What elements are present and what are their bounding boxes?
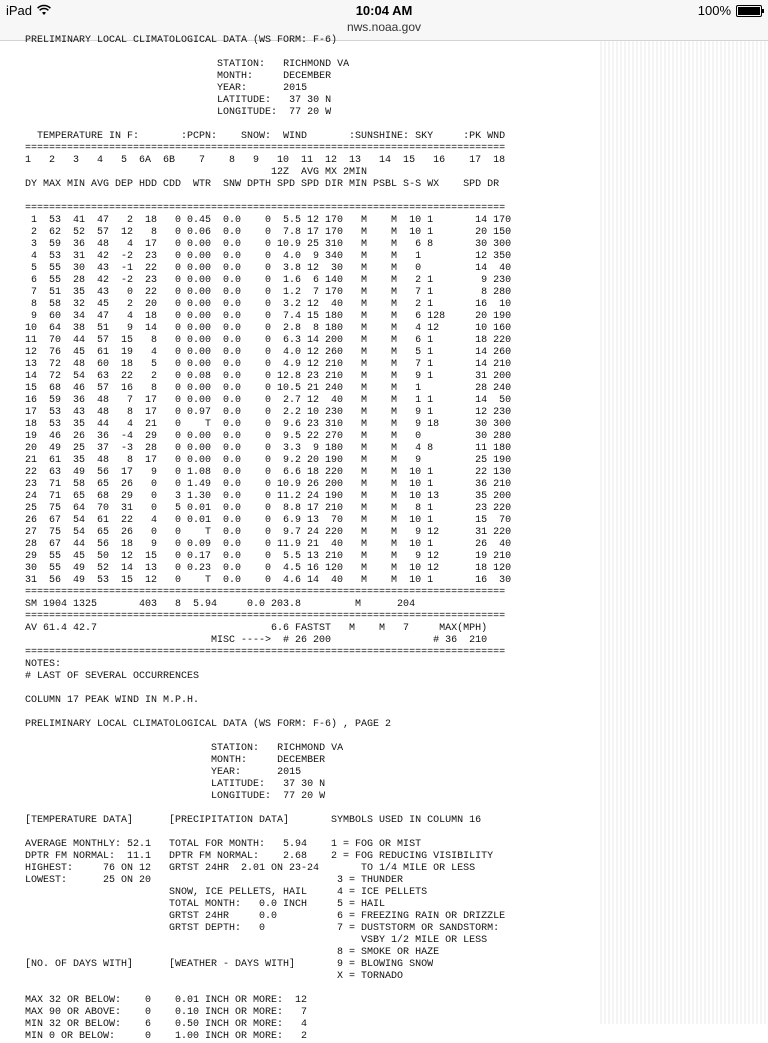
summary-line: TOTAL MONTH: 0.0 INCH 5 = HAIL (25, 899, 386, 910)
day-row: 1 53 41 47 2 18 0 0.45 0.0 0 5.5 12 170 M M 10 1 14 170 (25, 215, 512, 226)
day-row: 25 75 64 70 31 0 5 0.01 0.0 0 8.8 17 210 M M 8 1 23 220 (25, 503, 512, 514)
summary-line: MIN 32 OR BELOW: 6 0.50 INCH OR MORE: 4 (25, 1019, 308, 1030)
day-row: 22 63 49 56 17 9 0 1.08 0.0 0 6.6 18 220 M M 10 1 22 130 (25, 467, 512, 478)
average-row: AV 61.4 42.7 6.6 FASTST M M 7 MAX(MPH) (25, 623, 488, 634)
day-row: 21 61 35 48 8 17 0 0.00 0.0 0 9.2 20 190 M M 9 25 190 (25, 455, 512, 466)
note-peak-wind: COLUMN 17 PEAK WIND IN M.P.H. (25, 695, 200, 706)
day-row: 27 75 54 65 26 0 0 T 0.0 0 9.7 24 220 M M 9 12 31 220 (25, 527, 512, 538)
summary-line: GRTST DEPTH: 0 7 = DUSTSTORM OR SANDSTORM: (25, 923, 500, 934)
summary-line: MAX 32 OR BELOW: 0 0.01 INCH OR MORE: 12 (25, 995, 308, 1006)
section-headings: [TEMPERATURE DATA] [PRECIPITATION DATA] SYMBOLS USED IN COLUMN 16 (25, 815, 482, 826)
day-row: 4 53 31 42 -2 23 0 0.00 0.0 0 4.0 9 340 M M 1 12 350 (25, 251, 512, 262)
notes-label: NOTES: (25, 659, 62, 670)
rule: ================================================================================ (25, 647, 506, 658)
summary-line: X = TORNADO (25, 971, 404, 982)
day-row: 31 56 49 53 15 12 0 T 0.0 0 4.6 14 40 M M 10 1 16 30 (25, 575, 512, 586)
report-title-cut: PRELIMINARY LOCAL CLIMATOLOGICAL DATA (WS FORM: F-6) (25, 35, 338, 46)
station-block-page2: STATION: RICHMOND VA MONTH: DECEMBER YEAR: 2015 LATITUDE: 37 30 N LONGITUDE: 77 20 W (211, 743, 344, 802)
day-row: 7 51 35 43 0 22 0 0.00 0.0 0 1.2 7 170 M M 7 1 8 280 (25, 287, 512, 298)
day-row: 30 55 49 52 14 13 0 0.23 0.0 0 4.5 16 120 M M 10 12 18 120 (25, 563, 512, 574)
note-last-occurrences: # LAST OF SEVERAL OCCURRENCES (25, 671, 200, 682)
day-row: 28 67 44 56 18 9 0 0.09 0.0 0 11.9 21 40 M M 10 1 26 40 (25, 539, 512, 550)
day-row: 23 71 58 65 26 0 0 1.49 0.0 0 10.9 26 200 M M 10 1 36 210 (25, 479, 512, 490)
page-gutter (598, 41, 768, 1024)
page-content (0, 35, 768, 1042)
status-right (698, 3, 762, 18)
sum-row: SM 1904 1325 403 8 5.94 0.0 203.8 M 204 (25, 599, 416, 610)
day-row: 16 59 36 48 7 17 0 0.00 0.0 0 2.7 12 40 M M 1 1 14 50 (25, 395, 512, 406)
rule: ================================================================================ (25, 203, 506, 214)
day-row: 3 59 36 48 4 17 0 0.00 0.0 0 10.9 25 310 M M 6 8 30 300 (25, 239, 512, 250)
clock: 10:04 AM (355, 3, 413, 18)
battery-percent: 100% (697, 3, 731, 18)
summary-line: VSBY 1/2 MILE OR LESS (25, 935, 488, 946)
day-row: 17 53 43 48 8 17 0 0.97 0.0 0 2.2 10 230 M M 9 1 12 230 (25, 407, 512, 418)
misc-row: MISC ----> # 26 200 # 36 210 (25, 635, 488, 646)
day-row: 5 55 30 43 -1 22 0 0.00 0.0 0 3.8 12 30 M M 0 14 40 (25, 263, 512, 274)
daily-rows (25, 215, 511, 586)
day-row: 15 68 46 57 16 8 0 0.00 0.0 0 10.5 21 240 M M 1 28 240 (25, 383, 512, 394)
day-row: 12 76 45 61 19 4 0 0.00 0.0 0 4.0 12 260 M M 5 1 14 260 (25, 347, 512, 358)
summary-line: DPTR FM NORMAL: 11.1 DPTR FM NORMAL: 2.68 2 = FOG REDUCING VISIBILITY (25, 851, 494, 862)
column-numbers: 1 2 3 4 5 6A 6B 7 8 9 10 11 12 13 14 15 16 17 18 (25, 155, 506, 166)
battery-icon (736, 5, 762, 17)
day-row: 9 60 34 47 4 18 0 0.00 0.0 0 7.4 15 180 M M 6 128 20 190 (25, 311, 512, 322)
summary-line: MAX 90 OR ABOVE: 0 0.10 INCH OR MORE: 7 (25, 1007, 308, 1018)
summary-line: HIGHEST: 76 ON 12 GRTST 24HR 2.01 ON 23-24 TO 1/4 MILE OR LESS (25, 863, 476, 874)
summary-line: MIN 0 OR BELOW: 0 1.00 INCH OR MORE: 2 (25, 1031, 308, 1042)
summary-line: AVERAGE MONTHLY: 52.1 TOTAL FOR MONTH: 5.94 1 = FOG OR MIST (25, 839, 422, 850)
day-row: 6 55 28 42 -2 23 0 0.00 0.0 0 1.6 6 140 M M 2 1 9 230 (25, 275, 512, 286)
rule: ================================================================================ (25, 143, 506, 154)
day-row: 8 58 32 45 2 20 0 0.00 0.0 0 3.2 12 40 M M 2 1 16 10 (25, 299, 512, 310)
summary-line: 8 = SMOKE OR HAZE (25, 947, 440, 958)
summary-line: LOWEST: 25 ON 20 3 = THUNDER (25, 875, 404, 886)
summary-line: GRTST 24HR 0.0 6 = FREEZING RAIN OR DRIZZLE (25, 911, 506, 922)
day-row: 2 62 52 57 12 8 0 0.06 0.0 0 7.8 17 170 M M 10 1 20 150 (25, 227, 512, 238)
page2-title: PRELIMINARY LOCAL CLIMATOLOGICAL DATA (WS FORM: F-6) , PAGE 2 (25, 719, 392, 730)
day-row: 19 46 26 36 -4 29 0 0.00 0.0 0 9.5 22 270 M M 0 30 280 (25, 431, 512, 442)
url-text[interactable]: nws.noaa.gov (346, 20, 422, 34)
column-names: DY MAX MIN AVG DEP HDD CDD WTR SNW DPTH SPD SPD DIR MIN PSBL S-S WX SPD DR (25, 179, 500, 190)
day-row: 29 55 45 50 12 15 0 0.17 0.0 0 5.5 13 210 M M 9 12 19 210 (25, 551, 512, 562)
group-header: TEMPERATURE IN F: :PCPN: SNOW: WIND :SUNSHINE: SKY :PK WND (25, 131, 506, 142)
status-bar (0, 0, 768, 20)
summary-line: [NO. OF DAYS WITH] [WEATHER - DAYS WITH] 9 = BLOWING SNOW (25, 959, 434, 970)
device-name: iPad (6, 3, 33, 18)
rule: ================================================================================ (25, 611, 506, 622)
f6-report (25, 35, 511, 1043)
column-subheader: 12Z AVG MX 2MIN (25, 167, 368, 178)
day-row: 10 64 38 51 9 14 0 0.00 0.0 0 2.8 8 180 M M 4 12 10 160 (25, 323, 512, 334)
day-row: 24 71 65 68 29 0 3 1.30 0.0 0 11.2 24 190 M M 10 13 35 200 (25, 491, 512, 502)
day-row: 14 72 54 63 22 2 0 0.08 0.0 0 12.8 23 210 M M 9 1 31 200 (25, 371, 512, 382)
day-row: 18 53 35 44 4 21 0 T 0.0 0 9.6 23 310 M M 9 18 30 300 (25, 419, 512, 430)
day-row: 26 67 54 61 22 4 0 0.01 0.0 0 6.9 13 70 M M 10 1 15 70 (25, 515, 512, 526)
station-block: STATION: RICHMOND VA MONTH: DECEMBER YEAR: 2015 LATITUDE: 37 30 N LONGITUDE: 77 20 W (217, 59, 350, 118)
rule: ================================================================================ (25, 587, 506, 598)
summary-lines (25, 839, 505, 1042)
day-row: 11 70 44 57 15 8 0 0.00 0.0 0 6.3 14 200 M M 6 1 18 220 (25, 335, 512, 346)
summary-line: SNOW, ICE PELLETS, HAIL 4 = ICE PELLETS (25, 887, 428, 898)
day-row: 13 72 48 60 18 5 0 0.00 0.0 0 4.9 12 210 M M 7 1 14 210 (25, 359, 512, 370)
day-row: 20 49 25 37 -3 28 0 0.00 0.0 0 3.3 9 180 M M 4 8 11 180 (25, 443, 512, 454)
